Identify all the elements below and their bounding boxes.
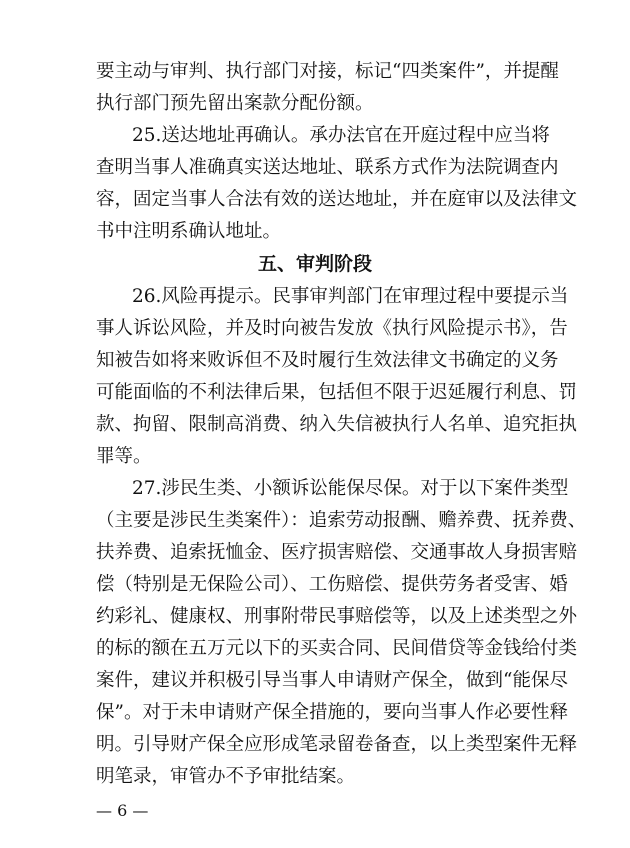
body-line: 容，固定当事人合法有效的送达地址，并在庭审以及法律文 [96,189,578,210]
body-line: 要主动与审判、执行部门对接，标记“四类案件”，并提醒 [96,61,559,82]
body-line: 书中注明系确认地址。 [96,221,282,242]
page-number: — 6 — [96,801,149,820]
body-line: 罪等。 [96,446,152,467]
body-line: 事人诉讼风险，并及时向被告发放《执行风险提示书》，告 [96,318,568,339]
paragraph-first-line: 26.风险再提示。民事审判部门在审理过程中要提示当 [132,286,569,307]
body-line: （主要是涉民生类案件）：追索劳动报酬、赡养费、抚养费、 [96,510,587,531]
body-line: 明笔录，审管办不予审批结案。 [96,766,356,787]
body-line: 明。引导财产保全应形成笔录留卷备查，以上类型案件无释 [96,734,578,755]
body-line: 保”。对于未申请财产保全措施的，要向当事人作必要性释 [96,702,568,723]
body-line: 的标的额在五万元以下的买卖合同、民间借贷等金钱给付类 [96,638,578,659]
paragraph-first-line: 27.涉民生类、小额诉讼能保尽保。对于以下案件类型 [132,478,569,499]
paragraph-first-line: 25.送达地址再确认。承办法官在开庭过程中应当将 [132,125,550,146]
body-line: 款、拘留、限制高消费、纳入失信被执行人名单、追究拒执 [96,414,578,435]
body-line: 可能面临的不利法律后果，包括但不限于迟延履行利息、罚 [96,382,578,403]
body-line: 知被告如将来败诉但不及时履行生效法律文书确定的义务 [96,350,559,371]
body-line: 扶养费、追索抚恤金、医疗损害赔偿、交通事故人身损害赔 [96,542,578,563]
body-line: 案件，建议并积极引导当事人申请财产保全，做到“能保尽 [96,670,568,691]
section-heading: 五、审判阶段 [257,253,372,275]
body-line: 偿（特别是无保险公司）、工伤赔偿、提供劳务者受害、婚 [96,574,568,595]
body-line: 查明当事人准确真实送达地址、联系方式作为法院调查内 [96,157,559,178]
body-line: 约彩礼、健康权、刑事附带民事赔偿等，以及上述类型之外 [96,606,578,627]
body-line: 执行部门预先留出案款分配份额。 [96,93,374,114]
